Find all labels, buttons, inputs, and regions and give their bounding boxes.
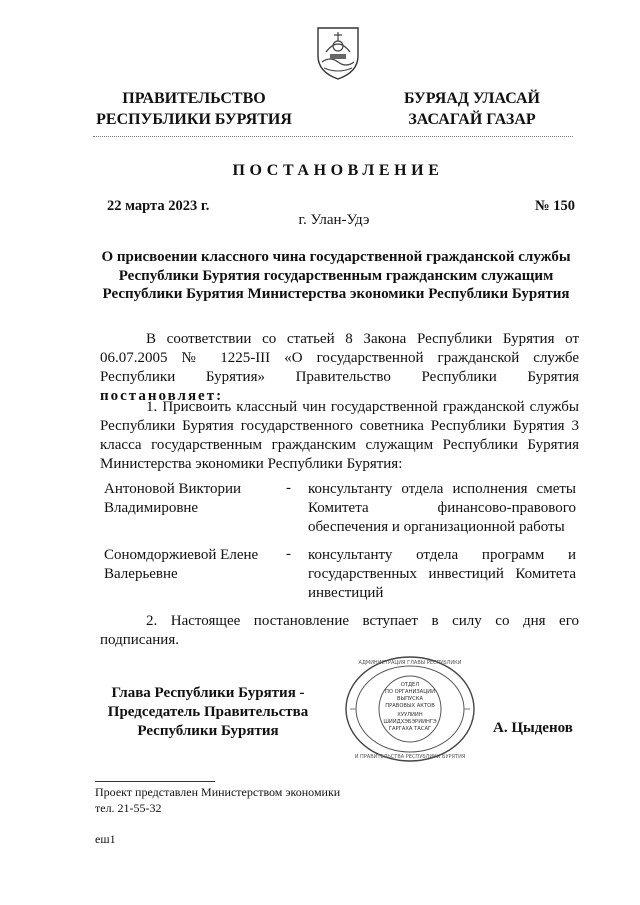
svg-text:ШИИДХЭБЭРИИНГЭ: ШИИДХЭБЭРИИНГЭ <box>383 719 437 725</box>
signatory-name: А. Цыденов <box>493 720 573 736</box>
document-date: 22 марта 2023 г. <box>107 198 210 214</box>
person-2-position: консультанту отдела программ и государственных инвестиций Комитета инвестиций <box>308 547 576 601</box>
person-1-name: Антоновой Виктории Владимировне <box>104 481 242 516</box>
document-number: № 150 <box>535 198 575 214</box>
government-name-buryat-line2: ЗАСАГАЙ ГАЗАР <box>408 111 536 128</box>
document-title: ПОСТАНОВЛЕНИЕ <box>232 162 444 179</box>
contact-phone: тел. 21-55-32 <box>95 801 162 815</box>
person-1-position: консультанту отдела исполнения сметы Комитета финансово-правового обеспечения и организационной работы <box>308 481 576 535</box>
buryatia-coat-of-arms-icon <box>312 22 364 82</box>
document-city: г. Улан-Удэ <box>298 212 370 228</box>
header-left <box>84 88 304 130</box>
footnote <box>95 784 340 816</box>
signatory-title: Глава Республики Бурятия - Председатель Правительства Республики Бурятия <box>107 685 309 739</box>
svg-text:ОТДЕЛ: ОТДЕЛ <box>400 682 420 688</box>
svg-text:ВЫПУСКА: ВЫПУСКА <box>396 696 424 702</box>
coat-of-arms-emblem <box>312 22 364 82</box>
item-2-paragraph: 2. Настоящее постановление вступает в силу со дня его подписания. <box>100 613 579 648</box>
official-seal-icon <box>342 654 478 764</box>
person-2-name: Сономдоржиевой Елене Валерьевне <box>104 547 259 582</box>
svg-text:ПРАВОВЫХ АКТОВ: ПРАВОВЫХ АКТОВ <box>385 703 435 709</box>
header-right <box>372 88 572 130</box>
svg-text:АДМИНИСТРАЦИЯ ГЛАВЫ РЕСПУБЛИКИ: АДМИНИСТРАЦИЯ ГЛАВЫ РЕСПУБЛИКИ <box>358 660 462 666</box>
government-name-line1: ПРАВИТЕЛЬСТВО <box>122 90 266 107</box>
government-name-buryat-line1: БУРЯАД УЛАСАЙ <box>404 90 540 107</box>
person-2-dash: - <box>286 546 291 562</box>
government-name-line2: РЕСПУБЛИКИ БУРЯТИЯ <box>96 111 292 128</box>
header-divider <box>93 136 573 137</box>
footnote-divider <box>95 781 215 782</box>
person-1-dash: - <box>286 480 291 496</box>
item-1-paragraph: 1. Присвоить классный чин государственной гражданской службы Республики Бурятия государственного советника Республики Бурятия 3 класса государственным гражданским служащим Республики Бурятия Министерства экономики Республики Бурятия: <box>100 399 579 472</box>
preamble-text: В соответствии со статьей 8 Закона Республики Бурятия от 06.07.2005 № 1225-III «О государственной гражданской службе Республики Бурятия» Правительство Республики Бурятия <box>100 331 579 385</box>
svg-text:И ПРАВИТЕЛЬСТВА РЕСПУБЛИКИ БУР: И ПРАВИТЕЛЬСТВА РЕСПУБЛИКИ БУРЯТИЯ <box>354 754 466 760</box>
document-code: еш1 <box>95 832 116 846</box>
prepared-by-note: Проект представлен Министерством экономики <box>95 785 341 799</box>
svg-text:ХУУЛИИН: ХУУЛИИН <box>397 712 423 718</box>
decree-keyword: постановляет: <box>100 388 224 404</box>
svg-text:ПО ОРГАНИЗАЦИИ: ПО ОРГАНИЗАЦИИ <box>384 689 436 695</box>
preamble-paragraph <box>100 330 579 406</box>
svg-text:ГАРГАХА ТАСАГ: ГАРГАХА ТАСАГ <box>388 726 432 732</box>
document-subject: О присвоении классного чина государственной гражданской службы Республики Бурятия государственным гражданским служащим Республики Бурятия Министерства экономики Республики Бурятия <box>101 249 571 302</box>
official-stamp <box>342 654 478 764</box>
